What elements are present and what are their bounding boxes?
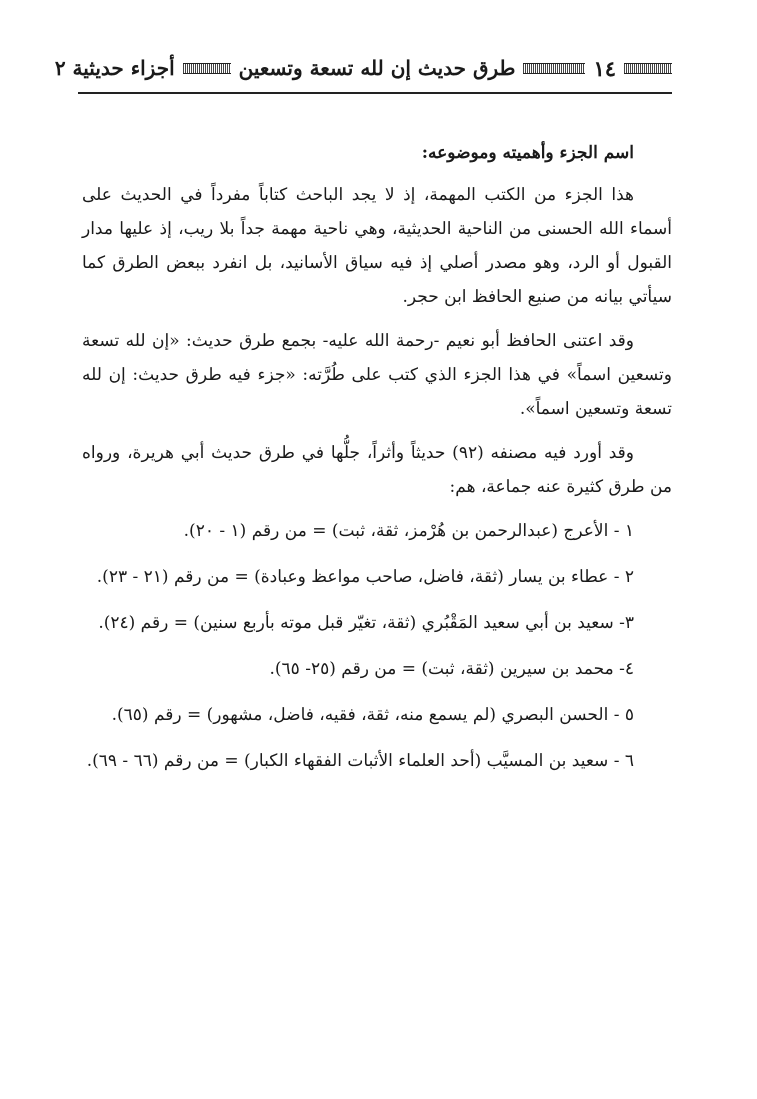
list-item: ١ - الأعرج (عبدالرحمن بن هُرْمز، ثقة، ثبت) = من رقم (١ - ٢٠). <box>183 521 634 541</box>
chapter-title: طرق حديث إن لله تسعة وتسعين <box>238 56 516 80</box>
list-item: ٤- محمد بن سيرين (ثقة، ثبت) = من رقم (٢٥- ٦٥). <box>269 659 634 679</box>
book-title: أجزاء حديثية ٢ <box>54 56 175 80</box>
header-rule <box>78 92 672 94</box>
list-item: ٢ - عطاء بن يسار (ثقة، فاضل، صاحب مواعظ وعبادة) = من رقم (٢١ - ٢٣). <box>96 567 634 587</box>
paragraph: هذا الجزء من الكتب المهمة، إذ لا يجد الباحث كتاباً مفرداً في الحديث على أسماء الله الحسنى من الناحية الحديثية، وهي ناحية مهمة جداً بلا ريب، إذ عليها مدار القبول أو الرد، وهو مصدر أصلي إذ فيه سياق الأسانيد، بل انفرد ببعض الطرق كما سيأتي بيانه من صنيع الحافظ ابن حجر. <box>82 185 672 307</box>
page-body <box>82 136 672 790</box>
list-item: ٣- سعيد بن أبي سعيد المَقْبُري (ثقة، تغيّر قبل موته بأربع سنين) = رقم (٢٤). <box>98 613 634 633</box>
section-heading: اسم الجزء وأهميته وموضوعه: <box>421 143 634 163</box>
paragraph: وقد أورد فيه مصنفه (٩٢) حديثاً وأثراً، جلُّها في طرق حديث أبي هريرة، ورواه من طرق كثيرة عنه جماعة، هم: <box>82 443 672 497</box>
running-header <box>54 46 672 90</box>
paragraph: وقد اعتنى الحافظ أبو نعيم -رحمة الله عليه- بجمع طرق حديث: «إن لله تسعة وتسعين اسماً» في هذا الجزء الذي كتب على طُرَّته: «جزء فيه طرق حديث: إن لله تسعة وتسعين اسماً». <box>82 331 672 419</box>
list-item: ٥ - الحسن البصري (لم يسمع منه، ثقة، فقيه، فاضل، مشهور) = رقم (٦٥). <box>111 705 634 725</box>
list-item: ٦ - سعيد بن المسيَّب (أحد العلماء الأثبات الفقهاء الكبار) = من رقم (٦٦ - ٦٩). <box>86 751 634 771</box>
header-ornament-bar <box>624 63 672 74</box>
header-ornament-bar <box>523 63 585 74</box>
header-ornament-bar <box>183 63 231 74</box>
page-number: ١٤ <box>593 55 616 81</box>
